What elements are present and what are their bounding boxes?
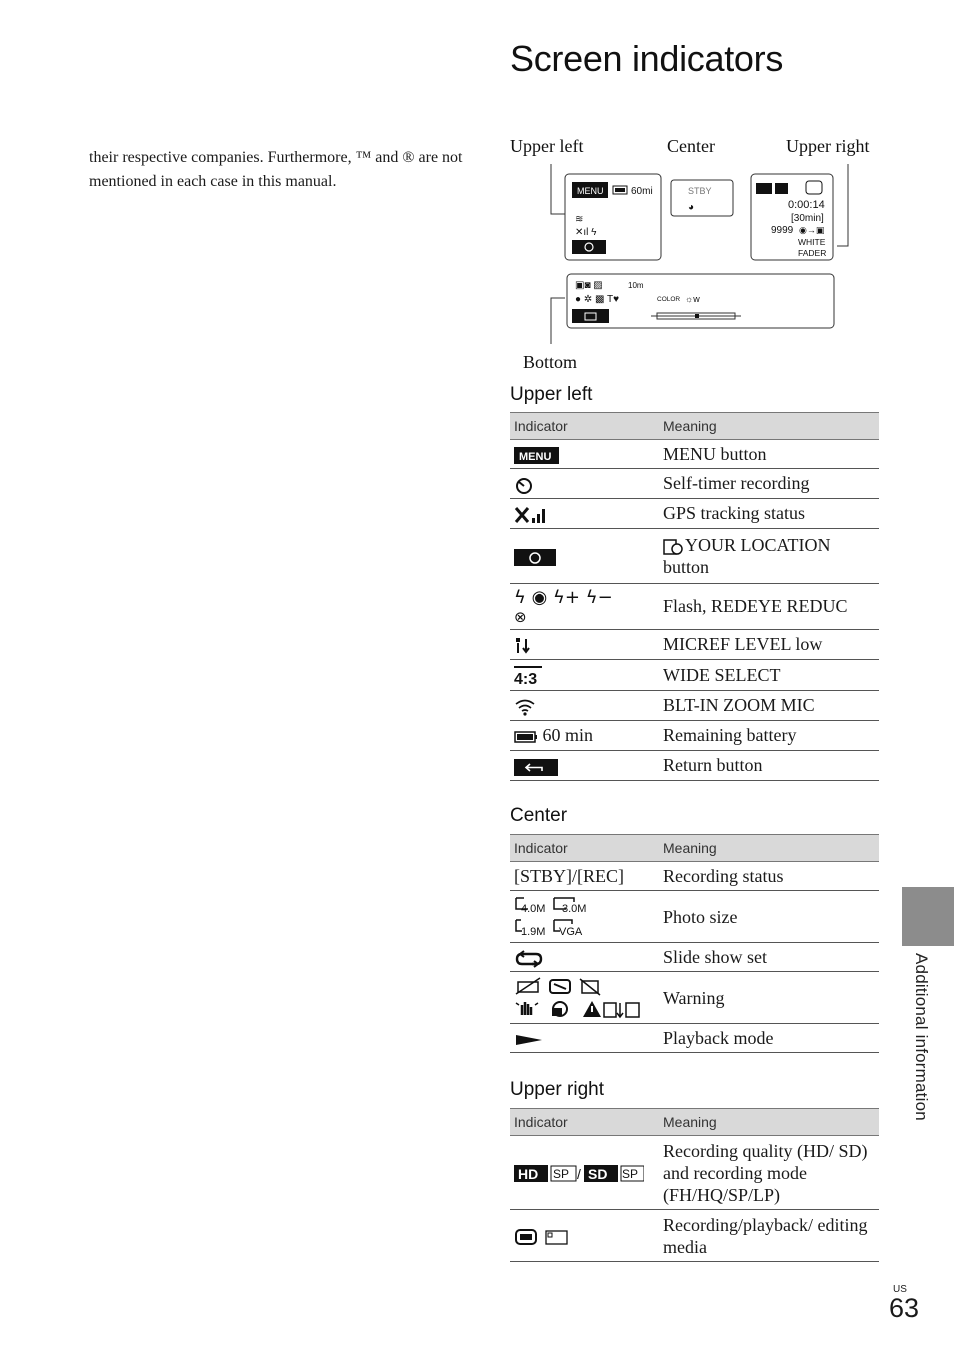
return-button-icon [514,759,558,776]
media-icon [514,1228,570,1246]
meaning-text: MICREF LEVEL low [659,629,879,659]
playback-button-icon [572,309,609,323]
meaning-text: MENU button [659,440,879,469]
photo-size-icon [514,896,604,938]
leader-line-upper-right [837,164,848,246]
hd-quality-icon [756,183,772,194]
wide-select-icon [514,665,542,687]
section-tab-label: Additional information [912,953,931,1121]
table-row [510,528,879,583]
meaning-text: Remaining battery [659,720,879,750]
meaning-text: Return button [659,750,879,780]
bottom-indicators-row1: ▣◙ ▨ [575,280,603,291]
warning-icon: ◕ [688,202,695,213]
warning-icon [514,977,644,1019]
micref-level-icon [514,636,534,656]
table-row [510,1210,879,1262]
screen-stby-text: STBY [688,186,712,196]
upper-left-heading: Upper left [510,384,593,405]
white-balance-icon: ☼w [685,294,700,304]
center-heading: Center [510,805,568,826]
svg-text:⊗: ⊗ [514,608,527,626]
menu-button-icon [514,447,559,464]
diagram-label-center: Center [667,136,715,156]
meaning-text: Recording status [659,862,879,891]
table-row [510,1024,879,1053]
svg-text:4:3: 4:3 [514,670,538,687]
col-indicator-header: Indicator [510,413,659,440]
your-location-icon [572,240,606,254]
svg-text:ϟ ◉ ϟ+ ϟ−: ϟ ◉ ϟ+ ϟ− [514,587,613,609]
meaning-text: Recording quality (HD/ SD) and recording mode (FH/HQ/SP/LP) [659,1136,879,1210]
table-row [510,943,879,972]
table-row [510,1136,879,1210]
screen-photo-count-text: 9999 [771,225,794,236]
table-row [510,629,879,659]
self-timer-icon [514,475,534,495]
table-row [510,440,879,469]
table-row [510,583,879,629]
meaning-text: Warning [659,972,879,1024]
diagram-label-upper-left: Upper left [510,136,584,156]
meaning-text: BLT-IN ZOOM MIC [659,690,879,720]
screen-remaining-text: [30min] [791,213,824,224]
photo-size-label: 1.9M [521,925,546,938]
meaning-text: Photo size [659,891,879,943]
sd-label: SD [588,1165,608,1182]
table-row [510,862,879,891]
svg-text:MENU: MENU [519,451,552,464]
hd-label: HD [518,1165,539,1182]
gps-icon [514,505,548,525]
svg-text:/: / [577,1165,581,1182]
section-tab [902,887,954,946]
zoom-mic-icon: ≋ [575,214,584,225]
leader-line-upper-left [551,164,565,214]
col-indicator-header: Indicator [510,1109,659,1136]
bottom-indicators-row2: ● ✲ ▩ T♥ [575,294,620,305]
screen-10m-text: 10m [628,281,644,290]
page-number: 63 [889,1293,920,1323]
photo-size-label: 4.0M [521,902,546,915]
gps-icon: ✕ıl ϟ [575,227,597,238]
meaning-text: WIDE SELECT [659,659,879,690]
screen-menu-text: MENU [577,186,604,196]
meaning-text: Flash, REDEYE REDUC [659,583,879,629]
col-meaning-header: Meaning [659,835,879,862]
your-location-glyph-icon [663,538,685,556]
meaning-text: YOUR LOCATION button [663,534,831,577]
upper-right-table [510,1108,879,1262]
indicator-text: [STBY]/[REC] [510,862,659,891]
intro-text: their respective companies. Furthermore, ™ and ® are not mentioned in each case in this manual. [89,149,463,190]
sp-label: SP [553,1166,570,1181]
table-row [510,659,879,690]
slide-show-icon [514,950,544,968]
recording-quality-icon [514,1164,644,1184]
indicator-text: 60 min [542,725,594,746]
col-meaning-header: Meaning [659,413,879,440]
diagram-label-bottom: Bottom [523,352,578,372]
photo-size-label: VGA [559,925,583,938]
sp-label: SP [622,1166,639,1181]
screen-color-text: COLOR [657,296,681,303]
center-table [510,834,879,1053]
table-row [510,972,879,1024]
meaning-text: Recording/playback/ editing media [659,1210,879,1262]
sp-mode-icon [775,183,788,194]
screen-fader-text: FADER [798,248,827,258]
upper-right-heading: Upper right [510,1079,604,1100]
leader-line-bottom [551,298,565,344]
zoom-mic-icon [514,698,536,716]
table-row [510,690,879,720]
screen-time-text: 0:00:14 [788,199,825,211]
col-indicator-header: Indicator [510,835,659,862]
table-row [510,498,879,528]
battery-icon [514,730,538,744]
diagram-label-upper-right: Upper right [786,136,870,156]
playback-icon [514,1033,544,1047]
screen-battery-text: 60mi [631,186,653,197]
screen-diagram [505,130,885,375]
table-row [510,720,879,750]
meaning-text: GPS tracking status [659,498,879,528]
photo-size-label: 3.0M [562,902,587,915]
table-row [510,469,879,499]
meaning-text: Self-timer recording [659,469,879,499]
screen-white-text: WHITE [798,237,826,247]
flash-icon [514,587,624,625]
upper-left-table [510,412,879,781]
page-title: Screen indicators [510,38,784,79]
meaning-text: Playback mode [659,1024,879,1053]
your-location-button-icon [514,549,556,566]
col-meaning-header: Meaning [659,1109,879,1136]
photo-to-media-icon: ◉→▣ [799,225,825,235]
table-row [510,750,879,780]
page-region: US [893,1284,907,1295]
table-row [510,891,879,943]
meaning-text: Slide show set [659,943,879,972]
